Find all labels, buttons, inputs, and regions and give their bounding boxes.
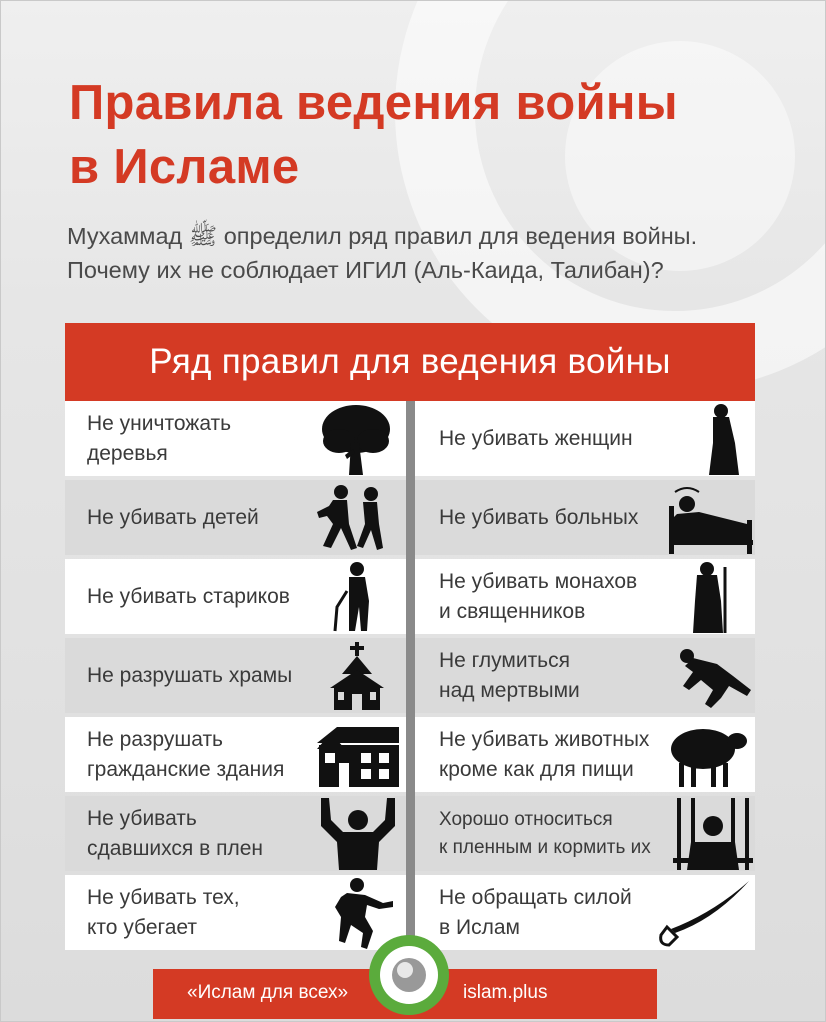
footer-website: islam.plus bbox=[463, 982, 548, 1003]
house-icon bbox=[317, 727, 399, 787]
rule-text: кто убегает bbox=[87, 915, 198, 939]
rule-right-6 bbox=[415, 796, 755, 871]
footer-brand: «Ислам для всех» bbox=[187, 982, 349, 1003]
rule-text: Не убивать стариков bbox=[87, 584, 290, 608]
monk-icon bbox=[691, 561, 731, 633]
rule-left-7 bbox=[65, 875, 406, 950]
children-icon bbox=[313, 484, 385, 552]
rule-text: и священников bbox=[439, 599, 586, 623]
rule-text: Хорошо относиться bbox=[439, 808, 613, 830]
church-icon bbox=[330, 642, 384, 710]
rule-left-6 bbox=[65, 796, 406, 871]
surrender-icon bbox=[317, 798, 399, 870]
rule-text: гражданские здания bbox=[87, 757, 285, 781]
rule-text: Не убивать тех, bbox=[87, 885, 240, 909]
subtitle-line-2: Почему их не соблюдает ИГИЛ (Аль-Каида, Талибан)? bbox=[67, 257, 664, 283]
sword-icon bbox=[655, 879, 751, 947]
rule-text: Не разрушать храмы bbox=[87, 663, 293, 687]
rule-text: деревья bbox=[87, 441, 168, 465]
rule-text: Не убивать детей bbox=[87, 505, 259, 529]
subtitle-line-1: Мухаммад ﷺ определил ряд правил для ведения войны. bbox=[67, 223, 698, 249]
page-title bbox=[69, 71, 769, 199]
rules-banner: Ряд правил для ведения войны bbox=[65, 323, 755, 401]
rule-text: Не убивать женщин bbox=[439, 426, 633, 450]
title-line-1: Правила ведения войны bbox=[69, 76, 678, 130]
rule-left-4 bbox=[65, 638, 406, 713]
rule-text: Не убивать больных bbox=[439, 505, 639, 529]
rule-right-1 bbox=[415, 401, 755, 476]
rule-text: Не убивать bbox=[87, 806, 197, 830]
prisoner-icon bbox=[673, 798, 753, 870]
logo-icon bbox=[369, 935, 449, 1015]
column-divider bbox=[406, 401, 415, 953]
rule-text: над мертвыми bbox=[439, 678, 580, 702]
rule-left-1 bbox=[65, 401, 406, 476]
rule-left-5 bbox=[65, 717, 406, 792]
rule-text: Не уничтожать bbox=[87, 411, 232, 435]
tree-icon bbox=[321, 403, 391, 475]
running-man-icon bbox=[321, 877, 395, 949]
rule-text: Не убивать монахов bbox=[439, 569, 638, 593]
rule-text: сдавшихся в плен bbox=[87, 836, 264, 860]
subtitle bbox=[67, 219, 787, 287]
rule-text: Не обращать силой bbox=[439, 885, 632, 909]
woman-icon bbox=[705, 403, 741, 475]
rule-right-4 bbox=[415, 638, 755, 713]
rule-text: кроме как для пищи bbox=[439, 757, 634, 781]
rule-text: Не убивать животных bbox=[439, 727, 650, 751]
rule-right-7 bbox=[415, 875, 755, 950]
rule-right-2 bbox=[415, 480, 755, 555]
rule-text: в Ислам bbox=[439, 915, 520, 939]
sheep-icon bbox=[667, 725, 749, 787]
elderly-man-icon bbox=[333, 561, 377, 633]
rule-text: Не разрушать bbox=[87, 727, 223, 751]
rule-left-2 bbox=[65, 480, 406, 555]
title-line-2: в Исламе bbox=[69, 140, 300, 194]
fallen-man-icon bbox=[677, 646, 753, 708]
rule-left-3 bbox=[65, 559, 406, 634]
sick-bed-icon bbox=[669, 484, 753, 554]
rule-right-5 bbox=[415, 717, 755, 792]
rule-text: Не глумиться bbox=[439, 648, 570, 672]
rule-text: к пленным и кормить их bbox=[439, 836, 651, 858]
rule-right-3 bbox=[415, 559, 755, 634]
